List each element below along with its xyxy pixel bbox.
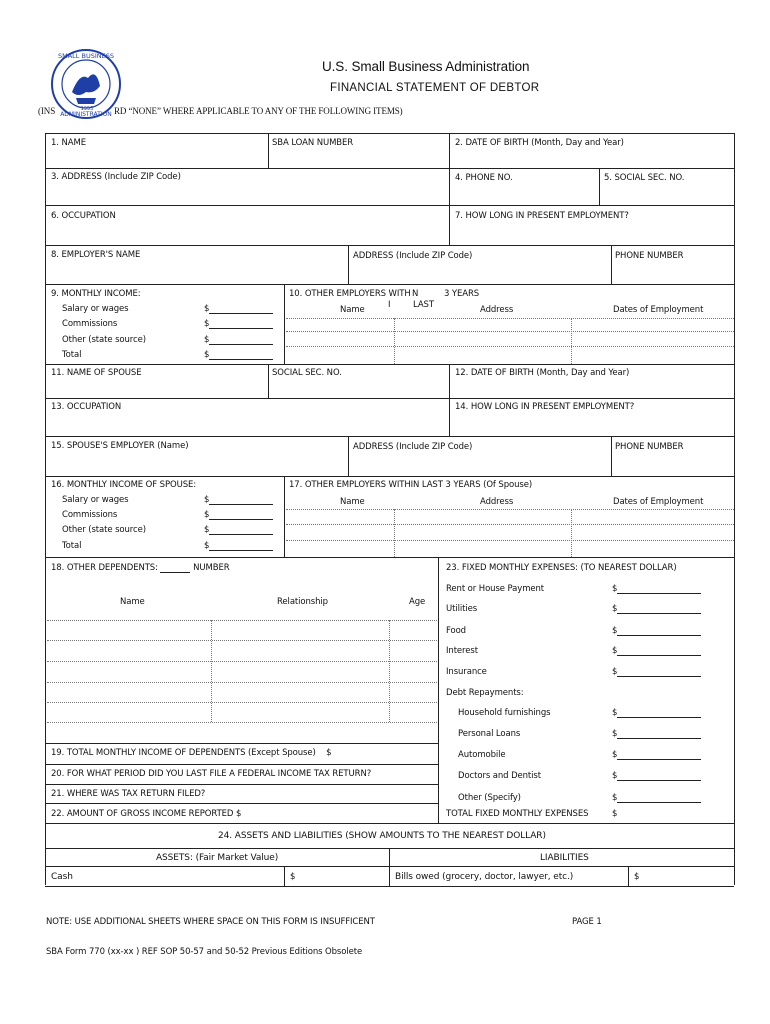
bills-field[interactable]: $ xyxy=(634,872,640,882)
spouse-emp-col-dates: Dates of Employment xyxy=(613,497,704,507)
exp-household: Household furnishings xyxy=(458,708,551,718)
other-employers-n: N xyxy=(412,289,419,299)
spouse-name-label: 11. NAME OF SPOUSE xyxy=(51,368,142,378)
emp-col-dates: Dates of Employment xyxy=(613,305,704,315)
phone-label: 4. PHONE NO. xyxy=(455,173,513,183)
exp-other: Other (Specify) xyxy=(458,793,521,803)
cash-label: Cash xyxy=(51,872,73,882)
agency-title: U.S. Small Business Administration xyxy=(322,59,530,74)
interest-field[interactable]: $ xyxy=(612,646,701,656)
footer-note: NOTE: USE ADDITIONAL SHEETS WHERE SPACE ON THIS FORM IS INSUFFICENT xyxy=(46,917,375,927)
insurance-field[interactable]: $ xyxy=(612,667,701,677)
exp-food: Food xyxy=(446,626,466,636)
spouse-income-label: 16. MONTHLY INCOME OF SPOUSE: xyxy=(51,480,197,490)
monthly-income-label: 9. MONTHLY INCOME: xyxy=(51,289,141,299)
how-long-label: 7. HOW LONG IN PRESENT EMPLOYMENT? xyxy=(455,211,629,221)
other-employers-last: LAST xyxy=(413,300,434,310)
spouse-total-label: Total xyxy=(62,541,82,551)
spouse-ssn-label: SOCIAL SEC. NO. xyxy=(272,368,342,378)
emp-col-address: Address xyxy=(480,305,514,315)
total-income-field[interactable]: $ xyxy=(204,350,273,360)
assets-section-title: 24. ASSETS AND LIABILITIES (SHOW AMOUNTS TO THE NEAREST DOLLAR) xyxy=(218,831,546,841)
dep-col-age: Age xyxy=(409,597,426,607)
household-field[interactable]: $ xyxy=(612,708,701,718)
cash-field[interactable]: $ xyxy=(290,872,296,882)
seal-top-text: SMALL BUSINESS xyxy=(58,52,114,60)
total-income-label: Total xyxy=(62,350,82,360)
spouse-employer-label: 15. SPOUSE'S EMPLOYER (Name) xyxy=(51,441,189,451)
address-label: 3. ADDRESS (Include ZIP Code) xyxy=(51,172,181,182)
exp-interest: Interest xyxy=(446,646,478,656)
exp-total: TOTAL FIXED MONTHLY EXPENSES xyxy=(446,809,589,819)
doctors-field[interactable]: $ xyxy=(612,771,701,781)
spouse-emp-col-address: Address xyxy=(480,497,514,507)
page-number: PAGE 1 xyxy=(572,917,602,927)
assets-header: ASSETS: (Fair Market Value) xyxy=(156,853,279,863)
spouse-salary-label: Salary or wages xyxy=(62,495,129,505)
ssn-label: 5. SOCIAL SEC. NO. xyxy=(604,173,685,183)
other-employers-label: 10. OTHER EMPLOYERS WITH xyxy=(289,289,411,299)
exp-utilities: Utilities xyxy=(446,604,478,614)
salary-field[interactable]: $ xyxy=(204,304,273,314)
other-employers-years: 3 YEARS xyxy=(444,289,480,299)
exp-debt: Debt Repayments: xyxy=(446,688,524,698)
dep-col-name: Name xyxy=(120,597,145,607)
exp-doctors: Doctors and Dentist xyxy=(458,771,541,781)
other-income-label: Other (state source) xyxy=(62,335,146,345)
emp-col-name: Name xyxy=(340,305,365,315)
q21-label: 21. WHERE WAS TAX RETURN FILED? xyxy=(51,789,206,799)
dep-col-relationship: Relationship xyxy=(277,597,328,607)
instruction-left: (INS xyxy=(38,106,56,116)
spouse-commissions-field[interactable]: $ xyxy=(204,510,273,520)
form-id: SBA Form 770 (xx-xx ) REF SOP 50-57 and 50-52 Previous Editions Obsolete xyxy=(46,947,363,957)
utilities-field[interactable]: $ xyxy=(612,604,701,614)
q22-label: 22. AMOUNT OF GROSS INCOME REPORTED $ xyxy=(51,809,242,819)
spouse-other-employers-label: 17. OTHER EMPLOYERS WITHIN LAST 3 YEARS (Of Spouse) xyxy=(289,480,533,490)
sba-seal xyxy=(50,48,122,120)
spouse-how-long-label: 14. HOW LONG IN PRESENT EMPLOYMENT? xyxy=(455,402,635,412)
q20-label: 20. FOR WHAT PERIOD DID YOU LAST FILE A FEDERAL INCOME TAX RETURN? xyxy=(51,769,372,779)
liabilities-header: LIABILITIES xyxy=(540,853,589,863)
spouse-employer-address-label: ADDRESS (Include ZIP Code) xyxy=(353,442,473,452)
exp-personal: Personal Loans xyxy=(458,729,521,739)
exp-auto: Automobile xyxy=(458,750,506,760)
total-exp-field[interactable]: $ xyxy=(612,809,618,819)
occupation-label: 6. OCCUPATION xyxy=(51,211,116,221)
spouse-other-field[interactable]: $ xyxy=(204,525,273,535)
spouse-other-label: Other (state source) xyxy=(62,525,146,535)
q19-label: 19. TOTAL MONTHLY INCOME OF DEPENDENTS (Except Spouse) $ xyxy=(51,748,332,758)
spouse-emp-col-name: Name xyxy=(340,497,365,507)
salary-label: Salary or wages xyxy=(62,304,129,314)
food-field[interactable]: $ xyxy=(612,626,701,636)
other-employers-i: I xyxy=(388,300,391,310)
auto-field[interactable]: $ xyxy=(612,750,701,760)
spouse-employer-phone-label: PHONE NUMBER xyxy=(615,442,684,452)
seal-bottom-text: ADMINISTRATION xyxy=(60,111,112,118)
personal-field[interactable]: $ xyxy=(612,729,701,739)
other-exp-field[interactable]: $ xyxy=(612,793,701,803)
employer-phone-label: PHONE NUMBER xyxy=(615,251,684,261)
q23-label: 23. FIXED MONTHLY EXPENSES: (TO NEAREST DOLLAR) xyxy=(446,563,677,573)
form-title: FINANCIAL STATEMENT OF DEBTOR xyxy=(330,82,540,94)
other-income-field[interactable]: $ xyxy=(204,335,273,345)
spouse-salary-field[interactable]: $ xyxy=(204,495,273,505)
dependents-label: 18. OTHER DEPENDENTS: NUMBER xyxy=(51,563,230,573)
exp-rent: Rent or House Payment xyxy=(446,584,545,594)
spouse-occupation-label: 13. OCCUPATION xyxy=(51,402,122,412)
seal-year: 1953 xyxy=(80,106,94,112)
dob-label: 2. DATE OF BIRTH (Month, Day and Year) xyxy=(455,138,624,148)
commissions-label: Commissions xyxy=(62,319,118,329)
spouse-total-field[interactable]: $ xyxy=(204,541,273,551)
employer-address-label: ADDRESS (Include ZIP Code) xyxy=(353,251,473,261)
employer-label: 8. EMPLOYER'S NAME xyxy=(51,250,141,260)
exp-insurance: Insurance xyxy=(446,667,487,677)
name-label: 1. NAME xyxy=(51,138,86,148)
sba-loan-label: SBA LOAN NUMBER xyxy=(272,138,354,148)
spouse-commissions-label: Commissions xyxy=(62,510,118,520)
instruction-text: RD “NONE” WHERE APPLICABLE TO ANY OF THE FOLLOWING ITEMS) xyxy=(114,106,403,116)
rent-field[interactable]: $ xyxy=(612,584,701,594)
spouse-dob-label: 12. DATE OF BIRTH (Month, Day and Year) xyxy=(455,368,630,378)
commissions-field[interactable]: $ xyxy=(204,319,273,329)
bills-label: Bills owed (grocery, doctor, lawyer, etc.) xyxy=(395,872,574,882)
